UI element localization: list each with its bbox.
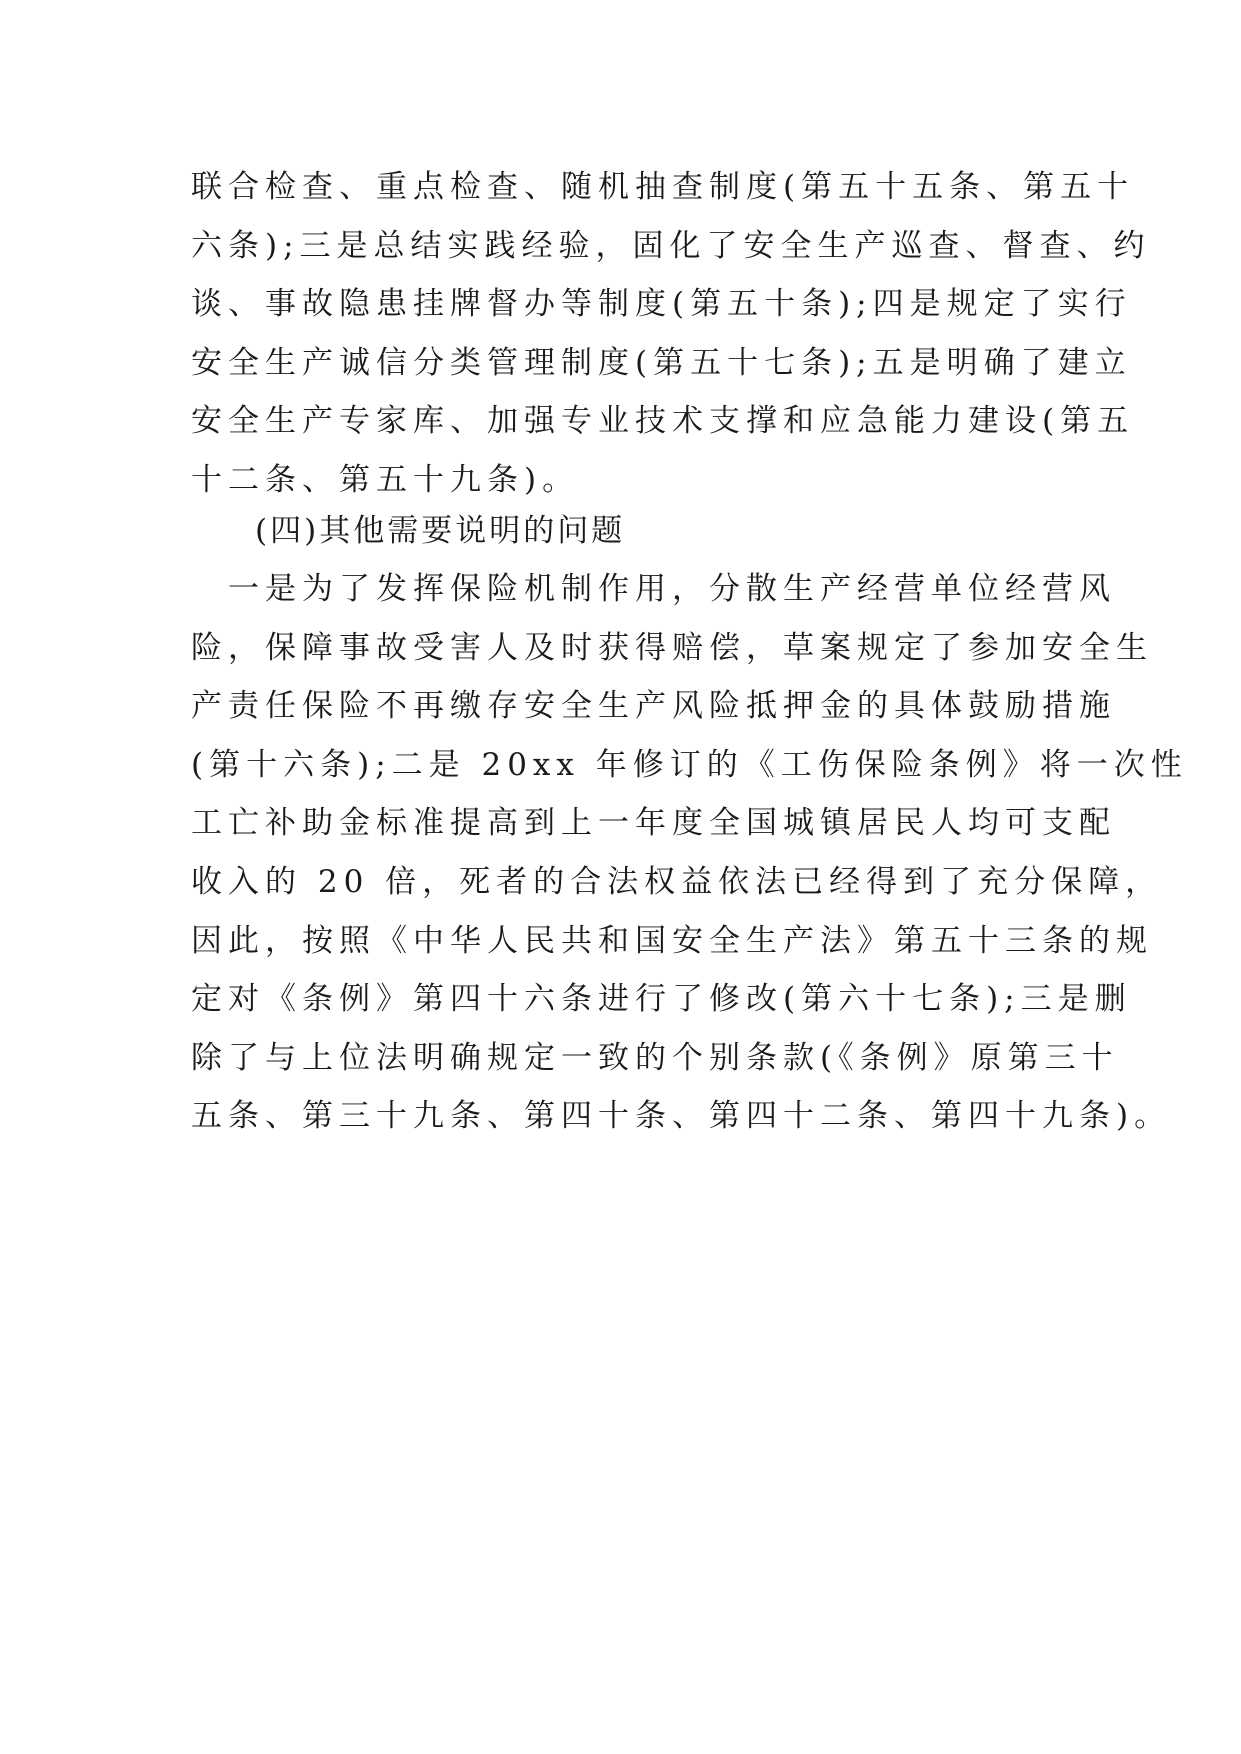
text-line: 联合检查、重点检查、随机抽查制度(第五十五条、第五十 xyxy=(191,169,1135,205)
text-line: 安全生产专家库、加强专业技术支撑和应急能力建设(第五 xyxy=(191,403,1135,440)
text-line: 六条);三是总结实践经验，固化了安全生产巡查、督查、约 xyxy=(191,227,1151,264)
text-line: 产责任保险不再缴存安全生产风险抵押金的具体鼓励措施 xyxy=(191,688,1116,725)
text-line: 安全生产诚信分类管理制度(第五十七条);五是明确了建立 xyxy=(191,344,1132,381)
text-line: 险，保障事故受害人及时获得赔偿，草案规定了参加安全生 xyxy=(191,629,1153,666)
text-line: (第十六条);二是 20xx 年修订的《工伤保险条例》将一次性 xyxy=(191,746,1188,783)
text-line: 谈、事故隐患挂牌督办等制度(第五十条);四是规定了实行 xyxy=(191,286,1132,323)
text-line: 一是为了发挥保险机制作用，分散生产经营单位经营风 xyxy=(191,571,1116,607)
section-heading: (四)其他需要说明的问题 xyxy=(255,513,626,549)
text-line: 定对《条例》第四十六条进行了修改(第六十七条);三是删 xyxy=(191,981,1132,1018)
text-line: 工亡补助金标准提高到上一年度全国城镇居民人均可支配 xyxy=(191,805,1116,842)
text-line: 五条、第三十九条、第四十条、第四十二条、第四十九条)。 xyxy=(191,1098,1172,1135)
text-line: 收入的 20 倍，死者的合法权益依法已经得到了充分保障， xyxy=(191,863,1163,900)
paragraph-continued xyxy=(191,158,1151,510)
text-line: 十二条、第五十九条)。 xyxy=(191,461,580,498)
text-line: 因此，按照《中华人民共和国安全生产法》第五十三条的规 xyxy=(191,922,1153,959)
paragraph-other-issues xyxy=(191,560,1188,1146)
text-line: 除了与上位法明确规定一致的个别条款(《条例》原第三十 xyxy=(191,1039,1119,1076)
